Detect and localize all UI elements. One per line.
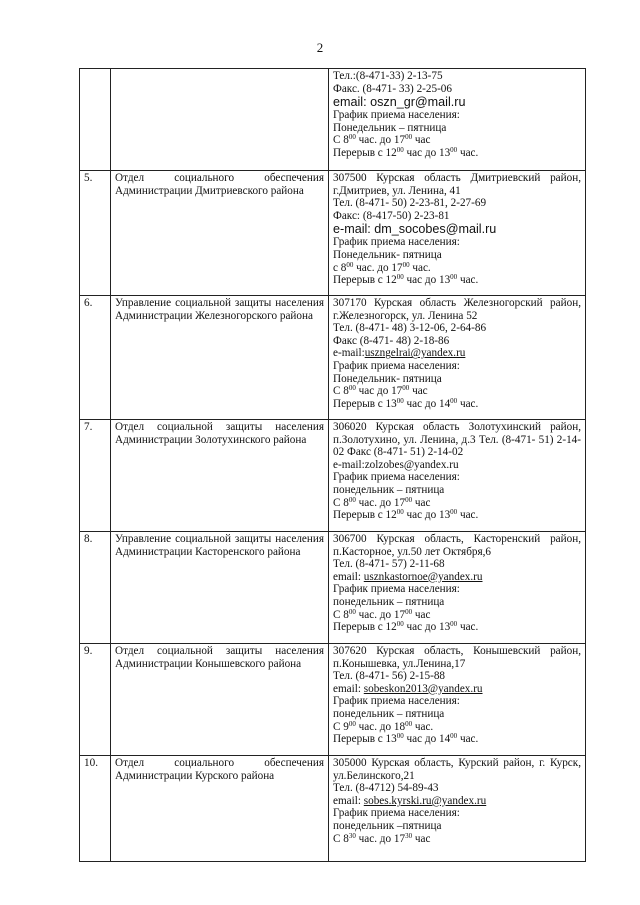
address-text: 306700 Курская область, Касторенский район, п.Касторное, ул.50 лет Октября,6 [333, 533, 581, 558]
schedule-title: График приема населения: [333, 471, 460, 484]
schedule-hours: С $8^{00}$ час до $17^{00}$ час [333, 384, 428, 398]
schedule-title: График приема населения: [333, 236, 460, 249]
contact-cell [329, 296, 586, 420]
schedule-hours: с $8^{00}$ час. до $17^{00}$ час. [333, 260, 431, 274]
schedule-days: понедельник – пятница [333, 707, 445, 720]
address-text: 306020 Курская область Золотухинский район, п.Золотухино, ул. Ленина, д.3 Тел. (8-471- 51) 2-14-02 Факс (8-471- 51) 2-14-02 [333, 421, 581, 459]
contact-cell [329, 171, 586, 296]
schedule-hours: С $8^{30}$ час. до $17^{30}$ час [333, 831, 431, 845]
email-link[interactable]: dm_socobes@mail.ru [374, 222, 497, 237]
schedule-title: График приема населения: [333, 583, 460, 596]
contact-cell [329, 420, 586, 532]
schedule-title: График приема населения: [333, 807, 460, 820]
schedule-hours: С $8^{00}$ час. до $17^{00}$ час [333, 133, 431, 147]
row-number: 8. [80, 532, 111, 644]
contact-cell [329, 756, 586, 862]
schedule-hours: С $9^{00}$ час. до $18^{00}$ час. [333, 719, 434, 733]
row-number [80, 69, 111, 171]
address-text: 307620 Курская область, Конышевский район, п.Конышевка, ул.Ленина,17 [333, 645, 581, 670]
table-row [80, 171, 586, 296]
schedule-days: Понедельник- пятница [333, 248, 442, 261]
phone-text: Тел. (8-471- 48) 3-12-06, 2-64-86 [333, 322, 487, 335]
email-link[interactable]: zolzobes@yandex.ru [364, 458, 459, 471]
email-label: e-mail: [333, 347, 365, 360]
email-label: email: [333, 794, 364, 807]
contact-cell [329, 644, 586, 756]
table-row [80, 644, 586, 756]
schedule-title: График приема населения: [333, 359, 460, 372]
email-link[interactable]: sobeskon2013@yandex.ru [363, 682, 483, 695]
phone-text: Тел. (8-471- 56) 2-15-88 [333, 670, 446, 683]
email-link[interactable]: usznkastornoe@yandex.ru [363, 570, 483, 583]
row-number: 7. [80, 420, 111, 532]
phone-text: Тел. (8-4712) 54-89-43 [333, 782, 439, 795]
row-number: 10. [80, 756, 111, 862]
email-label: e-mail: [333, 222, 375, 237]
schedule-break: Перерыв с $13^{00}$ час до $14^{00}$ час. [333, 396, 479, 410]
schedule-title: График приема населения: [333, 109, 460, 122]
office-name: Управление социальной защиты населения Администрации Железногорского района [111, 296, 329, 420]
fax-text: Факс. (8-471- 33) 2-25-06 [333, 82, 452, 95]
schedule-days: Понедельник- пятница [333, 372, 442, 385]
address-text: 307170 Курская область Железногорский район, г.Железногорск, ул. Ленина 52 [333, 297, 581, 322]
row-number: 6. [80, 296, 111, 420]
email-link[interactable]: sobes.kyrski.ru@yandex.ru [363, 794, 487, 807]
email-link[interactable]: oszn_gr@mail.ru [370, 95, 466, 110]
row-number: 9. [80, 644, 111, 756]
email-line [333, 571, 581, 584]
fax-text: Факс (8-471- 48) 2-18-86 [333, 334, 450, 347]
office-name: Отдел социального обеспечения Администрации Дмитриевского района [111, 171, 329, 296]
phone-text: Тел.:(8-471-33) 2-13-75 [333, 70, 443, 82]
contact-cell [329, 69, 586, 171]
email-line [333, 459, 581, 472]
phone-text: Тел. (8-471- 50) 2-23-81, 2-27-69 [333, 197, 487, 210]
email-link[interactable]: uszngelrai@yandex.ru [364, 347, 466, 360]
schedule-break: Перерыв с $13^{00}$ час до $14^{00}$ час. [333, 732, 479, 746]
table-row [80, 756, 586, 862]
table-row [80, 532, 586, 644]
table-row [80, 296, 586, 420]
address-text: 305000 Курская область, Курский район, г. Курск, ул.Белинского,21 [333, 757, 581, 782]
email-line [333, 683, 581, 696]
schedule-break: Перерыв с $12^{00}$ час до $13^{00}$ час. [333, 620, 479, 634]
offices-table [79, 68, 586, 862]
email-line [333, 795, 581, 808]
schedule-hours: С $8^{00}$ час. до $17^{00}$ час [333, 607, 431, 621]
schedule-days: понедельник – пятница [333, 483, 445, 496]
contact-cell [329, 532, 586, 644]
office-name: Управление социальной защиты населения Администрации Касторенского района [111, 532, 329, 644]
office-name: Отдел социального обеспечения Администрации Курского района [111, 756, 329, 862]
schedule-days: Понедельник – пятница [333, 121, 447, 134]
email-line [333, 347, 581, 360]
office-name [111, 69, 329, 171]
schedule-hours: С $8^{00}$ час. до $17^{00}$ час [333, 495, 431, 509]
schedule-days: понедельник – пятница [333, 595, 445, 608]
schedule-break: Перерыв с $12^{00}$ час до $13^{00}$ час. [333, 145, 479, 159]
fax-text: Факс: (8-417-50) 2-23-81 [333, 209, 450, 222]
schedule-break: Перерыв с $12^{00}$ час до $13^{00}$ час. [333, 273, 479, 287]
address-text: 307500 Курская область Дмитриевский район, г.Дмитриев, ул. Ленина, 41 [333, 172, 581, 197]
email-label: e-mail: [333, 458, 365, 471]
schedule-break: Перерыв с $12^{00}$ час до $13^{00}$ час. [333, 508, 479, 522]
table-row [80, 69, 586, 171]
office-name: Отдел социальной защиты населения Администрации Золотухинского района [111, 420, 329, 532]
office-name: Отдел социальной защиты населения Администрации Конышевского района [111, 644, 329, 756]
page-number: 2 [316, 40, 324, 55]
row-number: 5. [80, 171, 111, 296]
email-line [333, 222, 581, 236]
schedule-title: График приема населения: [333, 695, 460, 708]
email-label: email: [333, 682, 364, 695]
table-row [80, 420, 586, 532]
email-line [333, 95, 581, 109]
email-label: email: [333, 95, 371, 110]
schedule-days: понедельник –пятница [333, 819, 442, 832]
email-label: email: [333, 570, 364, 583]
phone-text: Тел. (8-471- 57) 2-11-68 [333, 558, 445, 571]
